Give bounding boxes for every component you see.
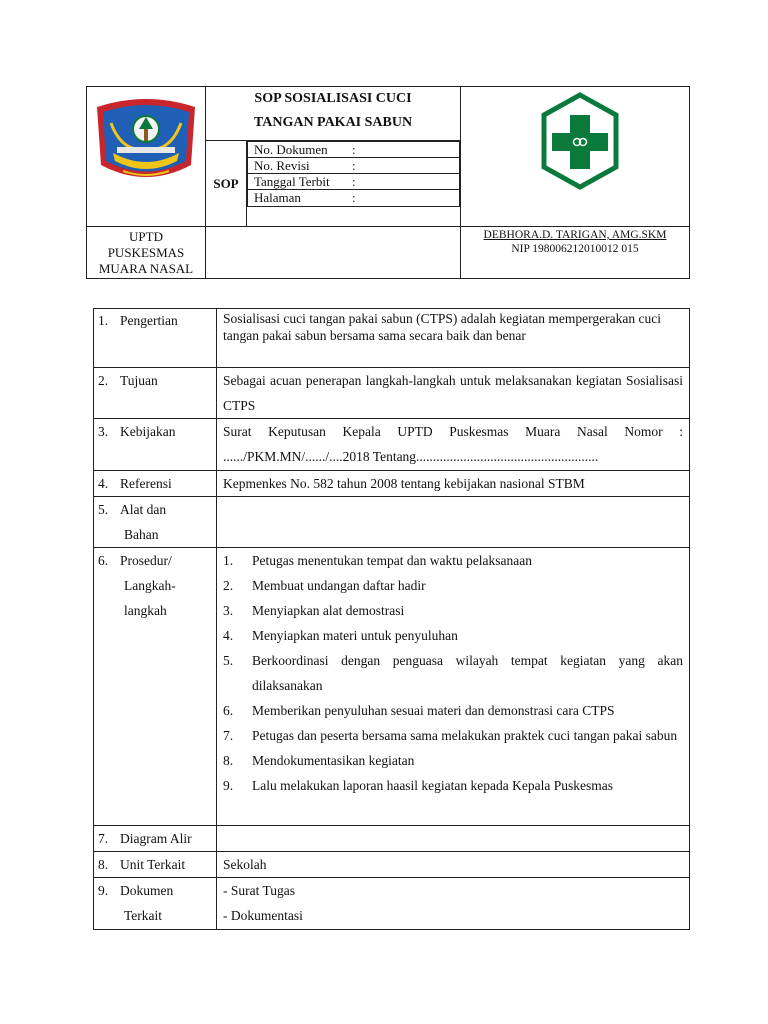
kabupaten-kaur-logo (87, 87, 205, 221)
step-item: 5. Berkoordinasi dengan penguasa wilayah tempat kegiatan yang akan dilaksanakan (223, 653, 683, 693)
sop-title-line2: TANGAN PAKAI SABUN (253, 115, 413, 130)
doc-meta-table (247, 141, 460, 207)
step-item: 4. Menyiapkan materi untuk penyuluhan (223, 628, 458, 643)
label-tujuan: 2. Tujuan (94, 368, 217, 419)
signer-name: DEBHORA.D. TARIGAN, AMG.SKM (483, 229, 667, 241)
puskesmas-logo (461, 87, 689, 221)
signer-cell (461, 227, 690, 279)
row-dokumen-terkait (94, 878, 690, 930)
step-item: 6. Memberikan penyuluhan sesuai materi dan demonstrasi cara CTPS (223, 703, 615, 718)
label-referensi: 4. Referensi (94, 471, 217, 497)
row-unit-terkait (94, 852, 690, 878)
empty-approval-cell (206, 227, 461, 279)
org-line1: UPTD (129, 229, 163, 244)
step-item: 9. Lalu melakukan laporan haasil kegiatan kepada Kepala Puskesmas (223, 778, 613, 793)
dokumen-item-2: - Dokumentasi (223, 908, 303, 923)
label-kebijakan: 3. Kebijakan (94, 419, 217, 471)
text-tujuan: Sebagai acuan penerapan langkah-langkah untuk melaksanakan kegiatan Sosialisasi CTPS (217, 368, 690, 419)
meta-tanggal-terbit: Tanggal Terbit : (248, 174, 460, 190)
row-tujuan (94, 368, 690, 419)
text-unit-terkait: Sekolah (217, 852, 690, 878)
sop-header-table (86, 86, 690, 279)
org-line2: PUSKESMAS (107, 245, 185, 260)
meta-no-revisi: No. Revisi : (248, 158, 460, 174)
text-pengertian: Sosialisasi cuci tangan pakai sabun (CTPS) adalah kegiatan mempergerakan cuci tangan pakai sabun bersama sama secara baik dan benar (217, 309, 690, 368)
step-item: 8. Mendokumentasikan kegiatan (223, 753, 415, 768)
text-alat-bahan (217, 497, 690, 548)
sop-label: SOP (206, 141, 247, 227)
meta-no-dokumen: No. Dokumen : (248, 142, 460, 158)
row-pengertian (94, 309, 690, 368)
label-diagram-alir: 7. Diagram Alir (94, 826, 217, 852)
logo-cell (87, 87, 206, 227)
org-line3: MUARA NASAL (98, 261, 194, 276)
signer-nip: NIP 198006212010012 015 (511, 243, 639, 255)
step-item: 1. Petugas menentukan tempat dan waktu pelaksanaan (223, 553, 533, 568)
row-diagram-alir (94, 826, 690, 852)
step-item: 3. Menyiapkan alat demostrasi (223, 603, 405, 618)
sop-content-table (93, 308, 690, 930)
puskesmas-logo-cell (461, 87, 690, 227)
org-name-cell (87, 227, 206, 279)
doc-meta-cell (247, 141, 461, 227)
label-prosedur: 6. Prosedur/ Langkah- langkah (94, 548, 217, 826)
row-kebijakan (94, 419, 690, 471)
label-dokumen-terkait: 9. Dokumen Terkait (94, 878, 217, 930)
label-alat-bahan: 5. Alat dan Bahan (94, 497, 217, 548)
sop-title-line1: SOP SOSIALISASI CUCI (254, 91, 412, 106)
text-diagram-alir (217, 826, 690, 852)
text-kebijakan: Surat Keputusan Kepala UPTD Puskesmas Muara Nasal Nomor : ....../PKM.MN/....../....2018 Tentang...................................................... (217, 419, 690, 471)
sop-title-cell (206, 87, 461, 141)
step-item: 2. Membuat undangan daftar hadir (223, 578, 426, 593)
text-referensi: Kepmenkes No. 582 tahun 2008 tentang kebijakan nasional STBM (217, 471, 690, 497)
step-item: 7. Petugas dan peserta bersama sama melakukan praktek cuci tangan pakai sabun (223, 728, 678, 743)
label-pengertian: 1. Pengertian (94, 309, 217, 368)
text-dokumen-terkait (217, 878, 690, 930)
prosedur-steps-cell (217, 548, 690, 826)
row-prosedur (94, 548, 690, 826)
dokumen-item-1: - Surat Tugas (223, 883, 296, 898)
row-alat-bahan (94, 497, 690, 548)
row-referensi (94, 471, 690, 497)
prosedur-steps-list (223, 548, 683, 798)
label-unit-terkait: 8. Unit Terkait (94, 852, 217, 878)
meta-halaman: Halaman : (248, 190, 460, 207)
